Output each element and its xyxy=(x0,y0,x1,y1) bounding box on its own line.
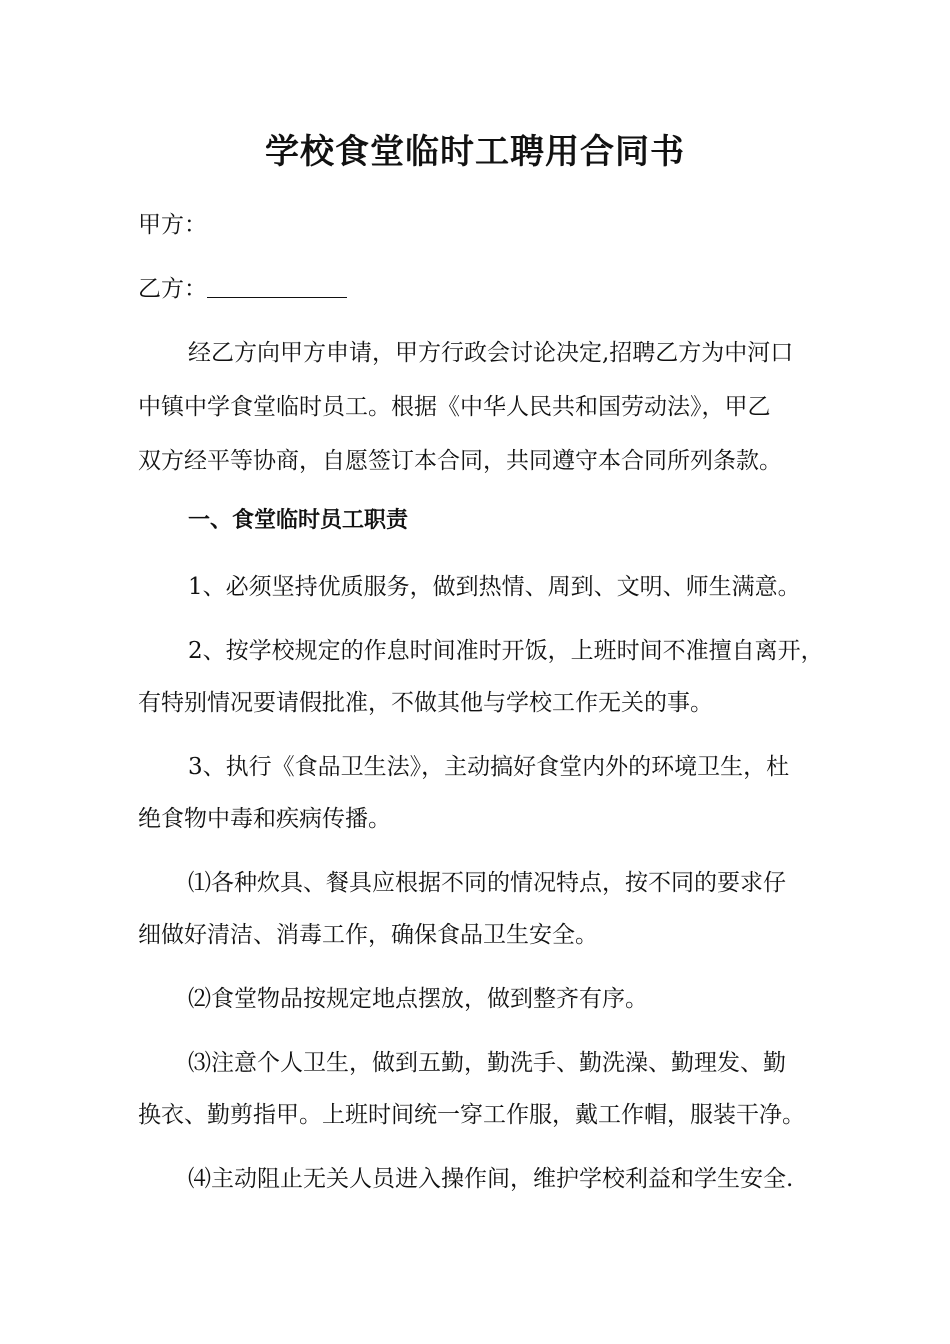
party-b-row xyxy=(138,262,858,316)
duty-item-2-line-1: 2、按学校规定的作息时间准时开饭，上班时间不准擅自离开， xyxy=(188,638,824,664)
intro-line-3: 双方经平等协商，自愿签订本合同，共同遵守本合同所列条款。 xyxy=(138,448,782,474)
sub-item-1-line-1: ⑴各种炊具、餐具应根据不同的情况特点，按不同的要求仔 xyxy=(188,870,786,896)
sub-item-2: ⑵食堂物品按规定地点摆放，做到整齐有序。 xyxy=(188,986,648,1012)
party-a-label: 甲方： xyxy=(138,212,207,238)
section-1-heading: 一、食堂临时员工职责 xyxy=(188,508,409,533)
party-b-label: 乙方： xyxy=(138,276,207,302)
duty-item-2-line-2: 有特别情况要请假批准，不做其他与学校工作无关的事。 xyxy=(138,690,713,716)
sub-item-3-line-2: 换衣、勤剪指甲。上班时间统一穿工作服，戴工作帽，服装干净。 xyxy=(138,1102,805,1128)
duty-item-3-line-1: 3、执行《食品卫生法》，主动搞好食堂内外的环境卫生，杜 xyxy=(188,754,790,780)
intro-line-1: 经乙方向甲方申请，甲方行政会讨论决定,招聘乙方为中河口 xyxy=(188,340,794,366)
duty-item-3-line-2: 绝食物中毒和疾病传播。 xyxy=(138,806,391,832)
intro-line-2: 中镇中学食堂临时员工。根据《中华人民共和国劳动法》，甲乙 xyxy=(138,394,771,420)
sub-item-1-line-2: 细做好清洁、消毒工作，确保食品卫生安全。 xyxy=(138,922,598,948)
party-b-blank-line xyxy=(207,271,347,298)
document-title: 学校食堂临时工聘用合同书 xyxy=(265,132,685,172)
sub-item-4: ⑷主动阻止无关人员进入操作间，维护学校利益和学生安全. xyxy=(188,1166,794,1192)
duty-item-1: 1、必须坚持优质服务，做到热情、周到、文明、师生满意。 xyxy=(188,574,801,600)
sub-item-3-line-1: ⑶注意个人卫生，做到五勤，勤洗手、勤洗澡、勤理发、勤 xyxy=(188,1050,786,1076)
